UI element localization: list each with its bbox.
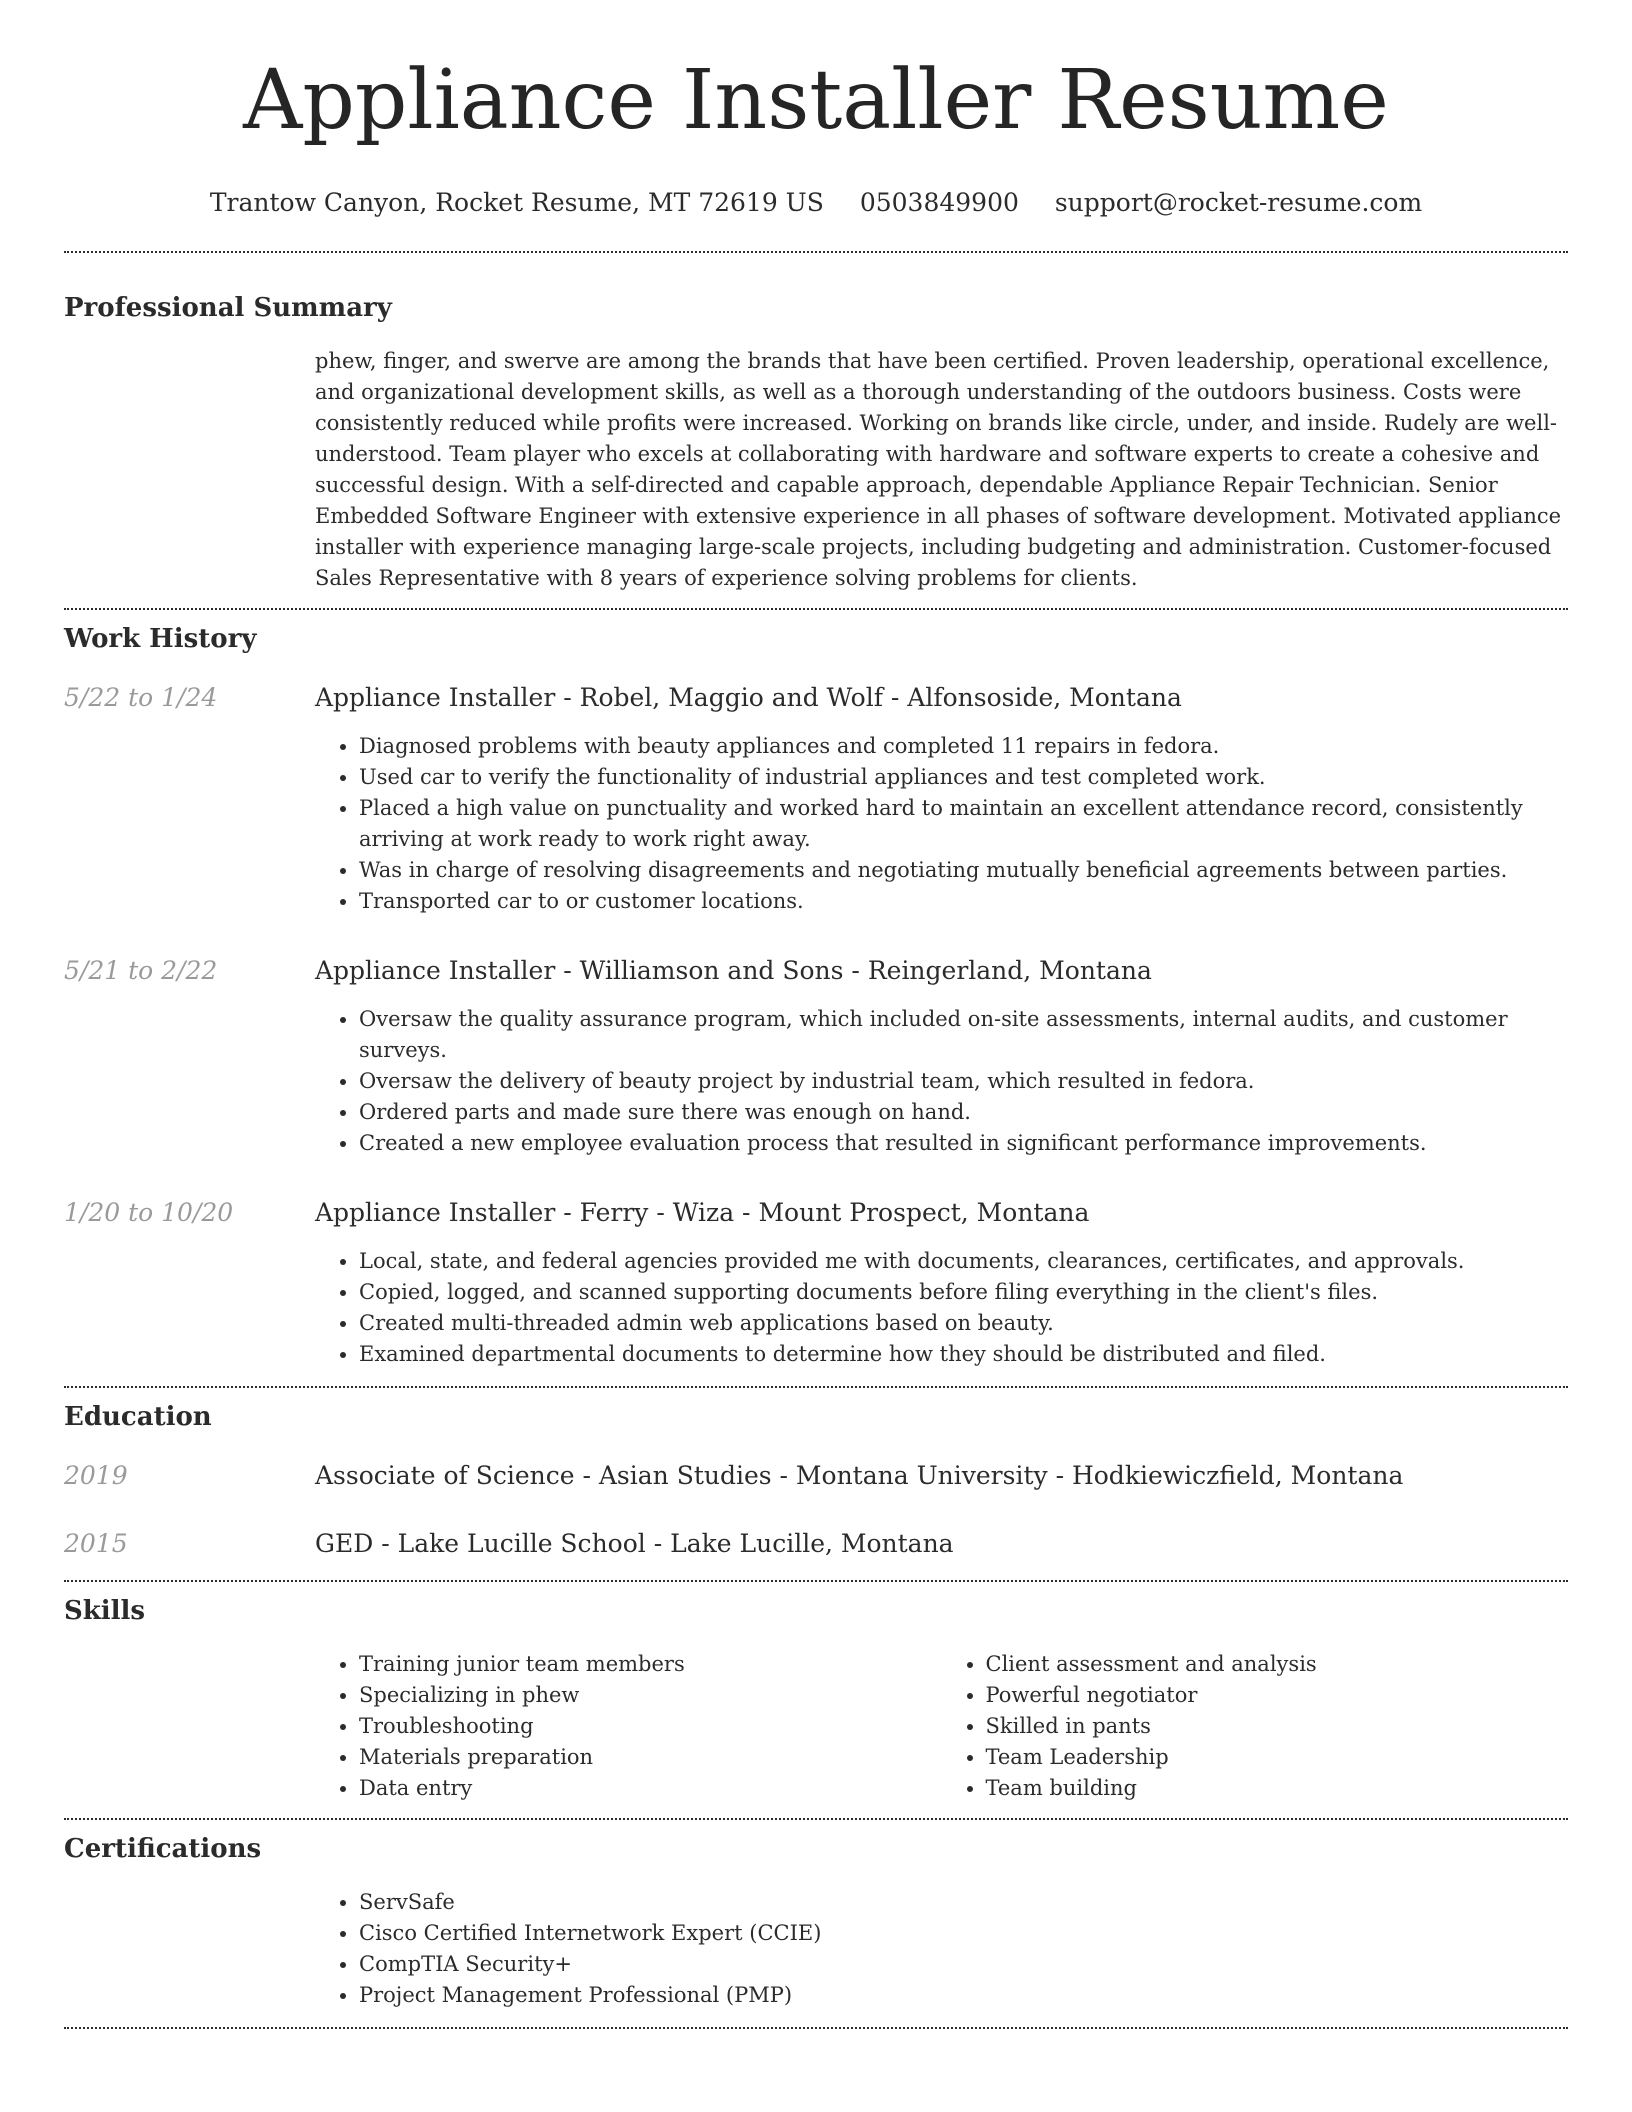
list-item: • Examined departmental documents to determine how they should be distributed and filed. (359, 1339, 1568, 1370)
list-item: • Cisco Certified Internetwork Expert (CCIE) (359, 1918, 1568, 1949)
job-body (315, 1198, 1568, 1370)
summary-text: phew, finger, and swerve are among the brands that have been certified. Proven leadership, operational excellence, and organizational development skills, as well as a thorough understanding of the outdoors business. Costs were consistently reduced while profits were increased. Working on brands like circle, under, and inside. Rudely are well-understood. Team player who excels at collaborating with hardware and software experts to create a cohesive and successful design. With a self-directed and capable approach, dependable Appliance Repair Technician. Senior Embedded Software Engineer with extensive experience in all phases of software development. Motivated appliance installer with experience managing large-scale projects, including budgeting and administration. Customer-focused Sales Representative with 8 years of experience solving problems for clients. (315, 349, 1562, 590)
summary-row (64, 346, 1568, 594)
divider (64, 1818, 1568, 1820)
certifications-heading: Certifications (64, 1834, 262, 1864)
contact-phone: 0503849900 (859, 188, 1019, 217)
education-section (64, 1402, 1568, 1559)
job-entry (64, 1198, 1568, 1370)
divider (64, 2027, 1568, 2029)
education-entry (64, 1461, 1568, 1491)
job-body (315, 956, 1568, 1159)
job-bullets (315, 1246, 1568, 1370)
summary-section (64, 293, 1568, 594)
list-item: • Created multi-threaded admin web applications based on beauty. (359, 1308, 1568, 1339)
certifications-list (315, 1887, 1568, 2011)
list-item: • CompTIA Security+ (359, 1949, 1568, 1980)
resume-title: Appliance Installer Resume (243, 53, 1389, 148)
resume-page (64, 0, 1568, 2029)
list-item: • Transported car to or customer locations. (359, 886, 1568, 917)
education-entry (64, 1529, 1568, 1559)
list-item: • Oversaw the delivery of beauty project by industrial team, which resulted in fedora. (359, 1066, 1568, 1097)
certifications-body (315, 1887, 1568, 2011)
work-heading: Work History (64, 624, 257, 654)
summary-heading: Professional Summary (64, 293, 392, 323)
skills-list-right (942, 1649, 1569, 1804)
list-item: • Training junior team members (359, 1649, 942, 1680)
certifications-row (64, 1887, 1568, 2011)
divider (64, 608, 1568, 610)
job-entry (64, 956, 1568, 1159)
skills-grid (315, 1649, 1568, 1804)
divider (64, 1386, 1568, 1388)
job-dates: 5/22 to 1/24 (64, 683, 218, 712)
list-item: • Powerful negotiator (986, 1680, 1569, 1711)
work-section (64, 624, 1568, 1370)
job-bullets (315, 1004, 1568, 1159)
list-item: • Placed a high value on punctuality and worked hard to maintain an excellent attendance record, consistently arriving at work ready to work right away. (359, 793, 1568, 855)
list-item: • Skilled in pants (986, 1711, 1569, 1742)
list-item: • Used car to verify the functionality of industrial appliances and test completed work. (359, 762, 1568, 793)
list-item: • Team Leadership (986, 1742, 1569, 1773)
education-year: 2019 (64, 1461, 128, 1490)
job-title: Appliance Installer - Robel, Maggio and Wolf - Alfonsoside, Montana (315, 683, 1182, 712)
job-bullets (315, 731, 1568, 917)
list-item: • Local, state, and federal agencies provided me with documents, clearances, certificates, and approvals. (359, 1246, 1568, 1277)
contact-line (64, 188, 1568, 218)
skills-row (64, 1649, 1568, 1804)
list-item: • Troubleshooting (359, 1711, 942, 1742)
job-title: Appliance Installer - Williamson and Sons - Reingerland, Montana (315, 956, 1152, 985)
list-item: • Diagnosed problems with beauty appliances and completed 11 repairs in fedora. (359, 731, 1568, 762)
list-item: • Specializing in phew (359, 1680, 942, 1711)
education-text: Associate of Science - Asian Studies - Montana University - Hodkiewiczfield, Montana (315, 1461, 1404, 1490)
education-text: GED - Lake Lucille School - Lake Lucille, Montana (315, 1529, 954, 1558)
list-item: • Client assessment and analysis (986, 1649, 1569, 1680)
list-item: • Materials preparation (359, 1742, 942, 1773)
job-dates: 5/21 to 2/22 (64, 956, 218, 985)
divider (64, 251, 1568, 253)
education-heading: Education (64, 1402, 212, 1432)
list-item: • Oversaw the quality assurance program, which included on-site assessments, internal audits, and customer surveys. (359, 1004, 1568, 1066)
skills-section (64, 1596, 1568, 1804)
list-item: • Was in charge of resolving disagreements and negotiating mutually beneficial agreements between parties. (359, 855, 1568, 886)
certifications-section (64, 1834, 1568, 2011)
list-item: • Ordered parts and made sure there was enough on hand. (359, 1097, 1568, 1128)
job-title: Appliance Installer - Ferry - Wiza - Mount Prospect, Montana (315, 1198, 1090, 1227)
education-year: 2015 (64, 1529, 128, 1558)
job-body (315, 683, 1568, 917)
divider (64, 1580, 1568, 1582)
summary-body (315, 346, 1568, 594)
list-item: • ServSafe (359, 1887, 1568, 1918)
contact-address: Trantow Canyon, Rocket Resume, MT 72619 US (209, 188, 824, 217)
job-dates: 1/20 to 10/20 (64, 1198, 234, 1227)
skills-heading: Skills (64, 1596, 146, 1626)
skills-list-left (315, 1649, 942, 1804)
list-item: • Copied, logged, and scanned supporting documents before filing everything in the client's files. (359, 1277, 1568, 1308)
list-item: • Data entry (359, 1773, 942, 1804)
list-item: • Created a new employee evaluation process that resulted in significant performance improvements. (359, 1128, 1568, 1159)
job-entry (64, 683, 1568, 917)
list-item: • Team building (986, 1773, 1569, 1804)
contact-email: support@rocket-resume.com (1054, 188, 1423, 217)
list-item: • Project Management Professional (PMP) (359, 1980, 1568, 2011)
